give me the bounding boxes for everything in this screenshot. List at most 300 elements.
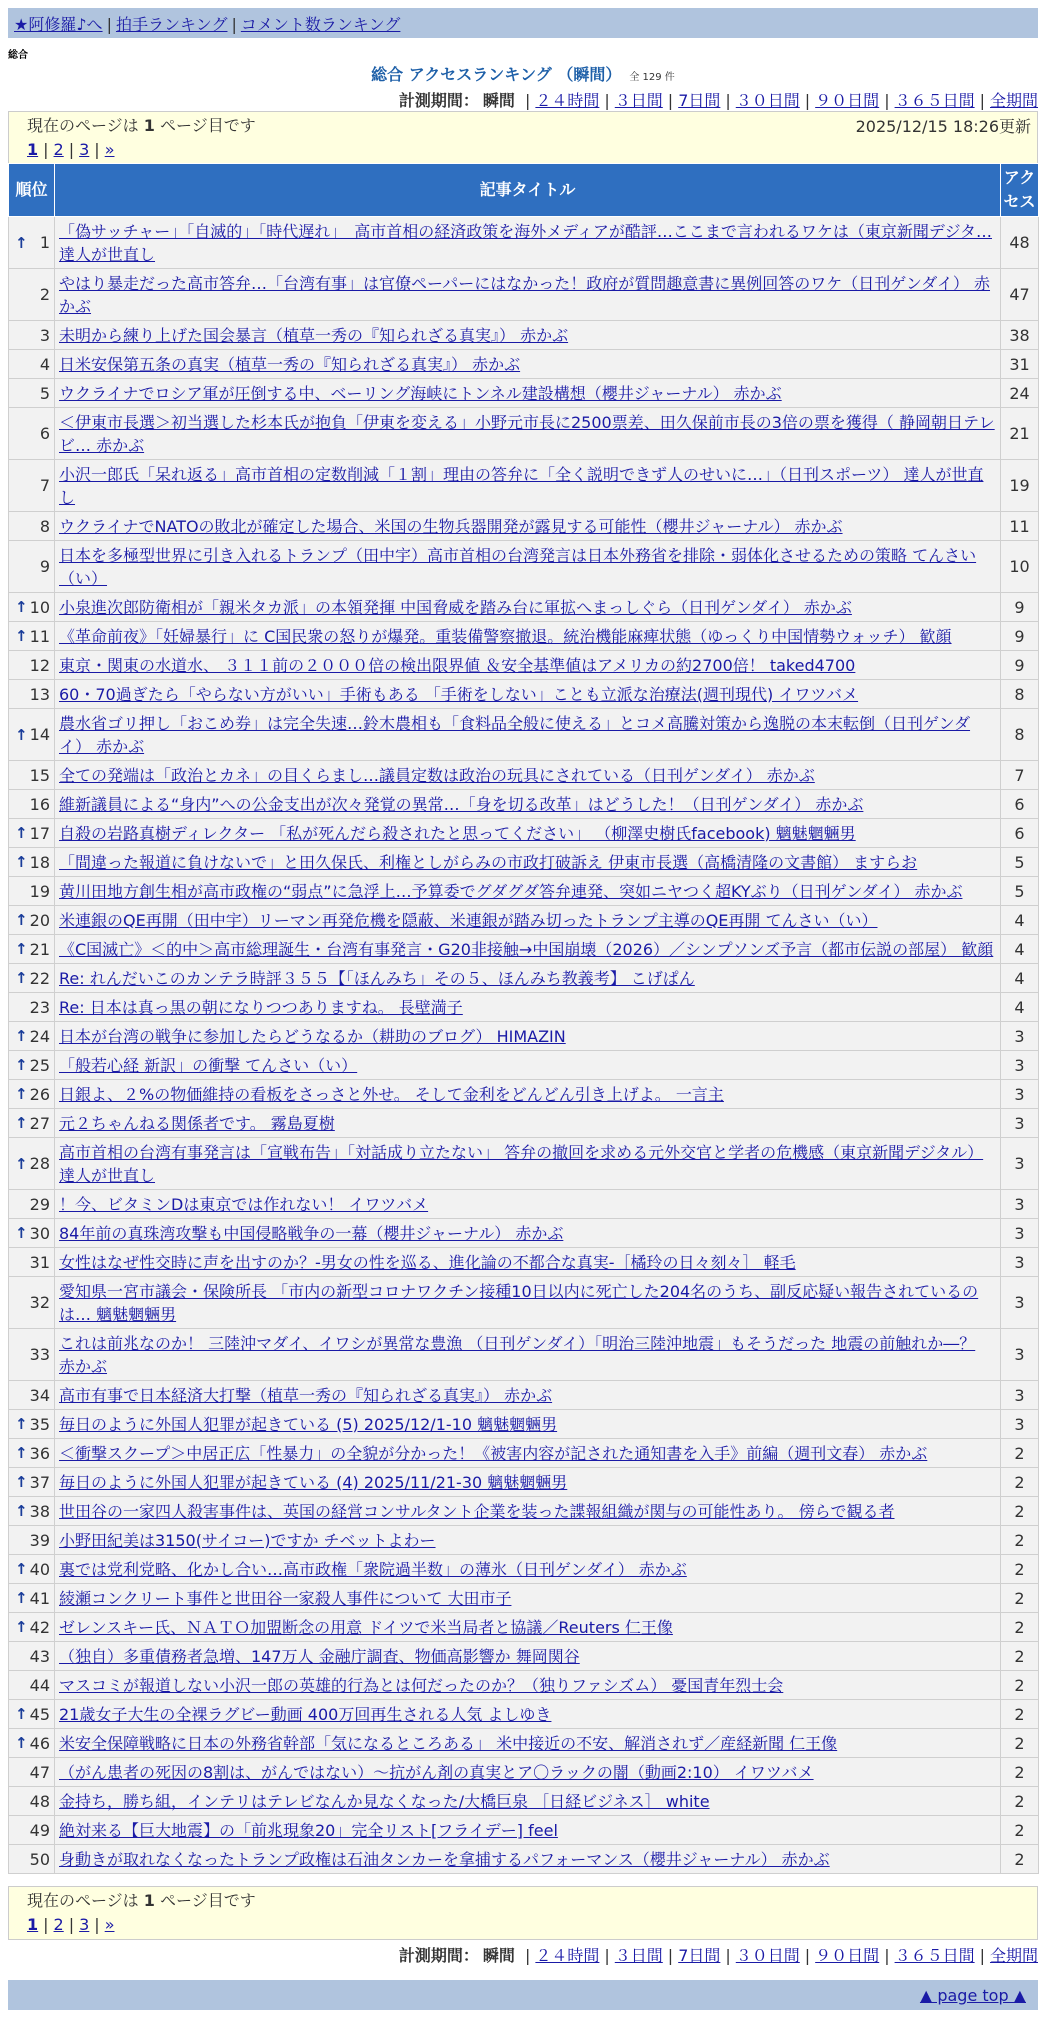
rank-number: 50 bbox=[29, 1849, 50, 1869]
title-cell bbox=[55, 593, 1001, 622]
rank-cell bbox=[9, 790, 55, 819]
title-cell bbox=[55, 379, 1001, 408]
table-row bbox=[9, 512, 1039, 541]
article-link[interactable]: やはり暴走だった高市答弁…「台湾有事」は官僚ペーパーにはなかった！政府が質問趣意書に異例回答のワケ（日刊ゲンダイ） 赤かぶ bbox=[59, 273, 991, 316]
title-cell bbox=[55, 906, 1001, 935]
rank-cell bbox=[9, 1080, 55, 1109]
rank-cell bbox=[9, 709, 55, 761]
rank-cell bbox=[9, 1190, 55, 1219]
page-info-top: 現在のページは 1 ページ目です 2025/12/15 18:26更新 1 | 2 | 3 | » bbox=[8, 111, 1038, 165]
article-link[interactable]: ウクライナでNATOの敗北が確定した場合、米国の生物兵器開発が露見する可能性（櫻井ジャーナル） 赤かぶ bbox=[59, 516, 843, 536]
rank-number: 25 bbox=[29, 1055, 50, 1075]
rank-cell bbox=[9, 1468, 55, 1497]
article-link[interactable]: ＜衝撃スクープ＞中居正広「性暴力」の全貌が分かった！《被害内容が記された通知書を入手》前編（週刊文春） 赤かぶ bbox=[59, 1443, 928, 1463]
article-link[interactable]: 農水省ゴリ押し「おこめ券」は完全失速…鈴木農相も「食料品全般に使える」とコメ高騰対策から逸脱の本末転倒（日刊ゲンダイ） 赤かぶ bbox=[59, 713, 971, 756]
table-row bbox=[9, 1248, 1039, 1277]
ranking-table bbox=[8, 163, 1039, 1874]
article-link[interactable]: 愛知県一宮市議会・保険所長 「市内の新型コロナワクチン接種10日以内に死亡した204名のうち、副反応疑い報告されているのは… 魑魅魍魎男 bbox=[59, 1281, 979, 1324]
table-row bbox=[9, 321, 1039, 350]
pager-link[interactable]: 2 bbox=[53, 1915, 64, 1934]
rank-cell bbox=[9, 1497, 55, 1526]
page-top-link[interactable]: ▲ page top ▲ bbox=[919, 1986, 1026, 2005]
article-link[interactable]: 世田谷の一家四人殺害事件は、英国の経営コンサルタント企業を装った諜報組織が関与の可能性あり。 傍らで観る者 bbox=[59, 1501, 895, 1521]
title-cell bbox=[55, 709, 1001, 761]
article-link[interactable]: 《C国滅亡》＜的中＞高市総理誕生・台湾有事発言・G20非接触→中国崩壊（2026）／シンプソンズ予言（都市伝説の部屋） 歓顔 bbox=[59, 939, 994, 959]
rank-up-arrow-icon: ↑ bbox=[15, 1415, 28, 1433]
access-count: 8 bbox=[1001, 709, 1039, 761]
article-link[interactable]: 身動きが取れなくなったトランプ政権は石油タンカーを拿捕するパフォーマンス（櫻井ジャーナル） 赤かぶ bbox=[59, 1849, 830, 1869]
article-link[interactable]: 維新議員による“身内”への公金支出が次々発覚の異常…「身を切る改革」はどうした！（日刊ゲンダイ） 赤かぶ bbox=[59, 794, 864, 814]
article-link[interactable]: 高市有事で日本経済大打撃（植草一秀の『知られざる真実』） 赤かぶ bbox=[59, 1385, 553, 1405]
rank-cell bbox=[9, 819, 55, 848]
table-row bbox=[9, 935, 1039, 964]
access-count: 4 bbox=[1001, 935, 1039, 964]
table-row bbox=[9, 1555, 1039, 1584]
access-count: 19 bbox=[1001, 460, 1039, 512]
rank-number: 23 bbox=[29, 997, 50, 1017]
rank-number: 27 bbox=[29, 1113, 50, 1133]
rank-cell bbox=[9, 1758, 55, 1787]
rank-cell bbox=[9, 1787, 55, 1816]
access-count: 48 bbox=[1001, 217, 1039, 269]
rank-cell bbox=[9, 906, 55, 935]
article-link[interactable]: 小泉進次郎防衛相が「親米タカ派」の本領発揮 中国脅威を踏み台に軍拡へまっしぐら（日刊ゲンダイ） 赤かぶ bbox=[59, 597, 852, 617]
access-count: 2 bbox=[1001, 1555, 1039, 1584]
table-row bbox=[9, 1758, 1039, 1787]
period-link[interactable]: 全期間 bbox=[989, 91, 1038, 110]
access-count: 4 bbox=[1001, 906, 1039, 935]
title-cell bbox=[55, 877, 1001, 906]
pager-link[interactable]: 3 bbox=[79, 140, 90, 159]
table-row bbox=[9, 790, 1039, 819]
article-link[interactable]: 金持ち，勝ち組，インテリはテレビなんか見なくなった/大橋巨泉 ［日経ビジネス］ white bbox=[59, 1791, 710, 1811]
article-link[interactable]: 小沢一郎氏「呆れ返る」高市首相の定数削減「１割」理由の答弁に「全く説明できず人のせいに…」（日刊スポーツ） 達人が世直し bbox=[59, 464, 984, 507]
table-row bbox=[9, 848, 1039, 877]
access-count: 2 bbox=[1001, 1584, 1039, 1613]
access-count: 47 bbox=[1001, 269, 1039, 321]
rank-cell bbox=[9, 1555, 55, 1584]
period-link[interactable]: ３０日間 bbox=[735, 1946, 800, 1965]
access-count: 3 bbox=[1001, 1410, 1039, 1439]
rank-cell bbox=[9, 1845, 55, 1874]
access-count: 24 bbox=[1001, 379, 1039, 408]
access-count: 38 bbox=[1001, 321, 1039, 350]
access-count: 8 bbox=[1001, 680, 1039, 709]
title-cell bbox=[55, 819, 1001, 848]
rank-number: 14 bbox=[29, 725, 50, 744]
rank-number: 35 bbox=[29, 1414, 50, 1434]
title-cell bbox=[55, 1329, 1001, 1381]
period-link[interactable]: ３日間 bbox=[614, 91, 663, 110]
period-link[interactable]: ３０日間 bbox=[735, 91, 800, 110]
rank-number: 26 bbox=[29, 1084, 50, 1104]
rank-cell bbox=[9, 1816, 55, 1845]
title-cell bbox=[55, 1613, 1001, 1642]
access-header: アクセス bbox=[1001, 164, 1039, 217]
rank-cell bbox=[9, 877, 55, 906]
table-row bbox=[9, 964, 1039, 993]
article-link[interactable]: ゼレンスキー氏、ＮＡＴＯ加盟断念の用意 ドイツで米当局者と協議／Reuters 仁王像 bbox=[59, 1617, 673, 1637]
article-link[interactable]: 未明から練り上げた国会暴言（植草一秀の『知られざる真実』） 赤かぶ bbox=[59, 325, 569, 345]
rank-number: 36 bbox=[29, 1443, 50, 1463]
title-cell bbox=[55, 1700, 1001, 1729]
home-link[interactable]: ★阿修羅♪へ bbox=[14, 15, 103, 34]
rank-number: 28 bbox=[29, 1154, 50, 1173]
article-link[interactable]: 全ての発端は「政治とカネ」の目くらまし…議員定数は政治の玩具にされている（日刊ゲンダイ） 赤かぶ bbox=[59, 765, 815, 785]
access-count: 21 bbox=[1001, 408, 1039, 460]
rank-cell bbox=[9, 379, 55, 408]
title-cell bbox=[55, 1584, 1001, 1613]
access-count: 10 bbox=[1001, 541, 1039, 593]
table-row bbox=[9, 217, 1039, 269]
table-row bbox=[9, 1700, 1039, 1729]
rank-up-arrow-icon: ↑ bbox=[15, 598, 28, 616]
title-cell bbox=[55, 761, 1001, 790]
rank-up-arrow-icon: ↑ bbox=[15, 824, 28, 842]
access-count: 9 bbox=[1001, 593, 1039, 622]
access-count: 2 bbox=[1001, 1613, 1039, 1642]
rank-cell bbox=[9, 321, 55, 350]
rank-number: 1 bbox=[39, 233, 50, 252]
period-selector-top: 計測期間： 瞬間 | ２４時間 | ３日間 | 7日間 | ３０日間 | ９０日間 | ３６５日間 | 全期間 bbox=[398, 91, 1038, 110]
title-cell bbox=[55, 541, 1001, 593]
article-link[interactable]: 女性はなぜ性交時に声を出すのか？-男女の性を巡る、進化論の不都合な真実-［橘玲の日々刻々］ 軽毛 bbox=[59, 1252, 796, 1272]
table-row bbox=[9, 1138, 1039, 1190]
article-link[interactable]: 「般若心経 新訳」の衝撃 てんさい（い） bbox=[59, 1055, 358, 1075]
item-count: 全 129 件 bbox=[629, 72, 675, 83]
article-link[interactable]: Re: れんだいこのカンテラ時評３５５【「ほんみち」その５、ほんみち教義考】 こげぱん bbox=[59, 968, 695, 988]
title-cell bbox=[55, 1138, 1001, 1190]
rank-cell bbox=[9, 1109, 55, 1138]
rank-cell bbox=[9, 680, 55, 709]
rank-up-arrow-icon: ↑ bbox=[15, 1114, 28, 1132]
rank-cell bbox=[9, 1439, 55, 1468]
pager-link[interactable]: » bbox=[104, 140, 115, 159]
rank-number: 16 bbox=[29, 794, 50, 814]
rank-number: 22 bbox=[29, 968, 50, 988]
rank-number: 47 bbox=[29, 1762, 50, 1782]
rank-number: 34 bbox=[29, 1385, 50, 1405]
title-cell bbox=[55, 1671, 1001, 1700]
rank-up-arrow-icon: ↑ bbox=[15, 1056, 28, 1074]
access-count: 5 bbox=[1001, 848, 1039, 877]
rank-number: 46 bbox=[29, 1733, 50, 1753]
access-count: 3 bbox=[1001, 1381, 1039, 1410]
article-link[interactable]: （がん患者の死因の8割は、がんではない）～抗がん剤の真実とア〇ラックの闇（動画2:10） イワツバメ bbox=[59, 1762, 814, 1782]
access-count: 3 bbox=[1001, 1051, 1039, 1080]
article-link[interactable]: 米連銀のQE再開（田中宇）リーマン再発危機を隠蔽、米連銀が踏み切ったトランプ主導のQE再開 てんさい（い） bbox=[59, 910, 878, 930]
rank-cell bbox=[9, 1700, 55, 1729]
rank-cell bbox=[9, 350, 55, 379]
rank-number: 5 bbox=[39, 383, 50, 403]
access-count: 4 bbox=[1001, 993, 1039, 1022]
article-link[interactable]: 「偽サッチャー」「自滅的」「時代遅れ」 高市首相の経済政策を海外メディアが酷評…ここまで言われるワケは（東京新聞デジタ… 達人が世直し bbox=[59, 221, 992, 264]
table-row bbox=[9, 680, 1039, 709]
access-count: 3 bbox=[1001, 1277, 1039, 1329]
rank-number: 4 bbox=[39, 354, 50, 374]
table-row bbox=[9, 593, 1039, 622]
rank-up-arrow-icon: ↑ bbox=[15, 969, 28, 987]
title-cell bbox=[55, 350, 1001, 379]
title-cell bbox=[55, 1787, 1001, 1816]
title-cell bbox=[55, 1816, 1001, 1845]
pager-link[interactable]: » bbox=[104, 1915, 115, 1934]
rank-up-arrow-icon: ↑ bbox=[15, 1154, 28, 1173]
access-count: 2 bbox=[1001, 1758, 1039, 1787]
rank-up-arrow-icon: ↑ bbox=[15, 725, 28, 744]
rank-number: 2 bbox=[39, 285, 50, 304]
title-cell bbox=[55, 1555, 1001, 1584]
rank-number: 42 bbox=[29, 1617, 50, 1637]
title-cell bbox=[55, 1219, 1001, 1248]
top-navigation: ★阿修羅♪へ | 拍手ランキング | コメント数ランキング bbox=[8, 8, 1038, 38]
rank-cell bbox=[9, 1526, 55, 1555]
period-link[interactable]: ３６５日間 bbox=[894, 1946, 975, 1965]
article-link[interactable]: マスコミが報道しない小沢一郎の英雄的行為とは何だったのか？（独りファシズム） 憂国青年烈士会 bbox=[59, 1675, 784, 1695]
title-cell bbox=[55, 1022, 1001, 1051]
rank-number: 29 bbox=[29, 1194, 50, 1214]
rank-up-arrow-icon: ↑ bbox=[15, 1502, 28, 1520]
access-count: 2 bbox=[1001, 1439, 1039, 1468]
period-link[interactable]: ３日間 bbox=[614, 1946, 663, 1965]
article-link[interactable]: 日本を多極型世界に引き入れるトランプ（田中宇）高市首相の台湾発言は日本外務省を排除・弱体化させるための策略 てんさい（い） bbox=[59, 545, 977, 588]
table-row bbox=[9, 1613, 1039, 1642]
table-row bbox=[9, 350, 1039, 379]
rank-cell bbox=[9, 460, 55, 512]
article-link[interactable]: 21歳女子大生の全裸ラグビー動画 400万回再生される人気 よしゆき bbox=[59, 1704, 552, 1724]
access-count: 3 bbox=[1001, 1248, 1039, 1277]
title-cell bbox=[55, 460, 1001, 512]
title-cell bbox=[55, 651, 1001, 680]
article-link[interactable]: ！今、ビタミンDは東京では作れない！ イワツバメ bbox=[59, 1194, 429, 1214]
title-cell bbox=[55, 1758, 1001, 1787]
access-count: 11 bbox=[1001, 512, 1039, 541]
title-cell bbox=[55, 622, 1001, 651]
period-link[interactable]: ９０日間 bbox=[815, 1946, 880, 1965]
article-link[interactable]: 日本が台湾の戦争に参加したらどうなるか（耕助のブログ） HIMAZIN bbox=[59, 1026, 566, 1046]
rank-number: 38 bbox=[29, 1501, 50, 1521]
article-link[interactable]: 日銀よ、２%の物価維持の看板をさっさと外せ。 そして金利をどんどん引き上げよ。 一言主 bbox=[59, 1084, 724, 1104]
access-count: 3 bbox=[1001, 1109, 1039, 1138]
title-cell bbox=[55, 1526, 1001, 1555]
period-link[interactable]: 全期間 bbox=[989, 1946, 1038, 1965]
comment-ranking-link[interactable]: コメント数ランキング bbox=[240, 15, 401, 34]
access-count: 3 bbox=[1001, 1329, 1039, 1381]
title-cell bbox=[55, 848, 1001, 877]
applause-ranking-link[interactable]: 拍手ランキング bbox=[115, 15, 228, 34]
rank-up-arrow-icon: ↑ bbox=[15, 233, 28, 252]
rank-cell bbox=[9, 761, 55, 790]
pager-bottom: 1 | 2 | 3 | » bbox=[27, 1915, 115, 1934]
rank-number: 33 bbox=[29, 1345, 50, 1364]
table-row bbox=[9, 1642, 1039, 1671]
rank-cell bbox=[9, 512, 55, 541]
title-cell bbox=[55, 217, 1001, 269]
rank-number: 44 bbox=[29, 1675, 50, 1695]
pager-current[interactable]: 1 bbox=[27, 140, 39, 159]
rank-up-arrow-icon: ↑ bbox=[15, 1705, 28, 1723]
title-header: 記事タイトル bbox=[55, 164, 1001, 217]
article-link[interactable]: （独自）多重債務者急増、147万人 金融庁調査、物価高影響か 舞岡関谷 bbox=[59, 1646, 580, 1666]
rank-number: 13 bbox=[29, 684, 50, 704]
period-link[interactable]: 7日間 bbox=[678, 1946, 721, 1965]
access-count: 2 bbox=[1001, 1845, 1039, 1874]
rank-cell bbox=[9, 1022, 55, 1051]
rank-cell bbox=[9, 622, 55, 651]
rank-number: 17 bbox=[29, 823, 50, 843]
article-link[interactable]: 「間違った報道に負けないで」と田久保氏、利権としがらみの市政打破訴え 伊東市長選（高橋清隆の文書館） ますらお bbox=[59, 852, 918, 872]
table-row bbox=[9, 1497, 1039, 1526]
rank-number: 30 bbox=[29, 1223, 50, 1243]
table-row bbox=[9, 379, 1039, 408]
table-row bbox=[9, 1277, 1039, 1329]
title-cell bbox=[55, 1729, 1001, 1758]
table-row bbox=[9, 1439, 1039, 1468]
table-row bbox=[9, 1845, 1039, 1874]
rank-up-arrow-icon: ↑ bbox=[15, 1027, 28, 1045]
title-cell bbox=[55, 1277, 1001, 1329]
article-link[interactable]: 自殺の岩路真樹ディレクター 「私が死んだら殺されたと思ってください」 （柳澤史樹氏facebook) 魑魅魍魎男 bbox=[59, 823, 856, 843]
ranking-rows bbox=[9, 217, 1039, 1874]
article-link[interactable]: Re: 日本は真っ黒の朝になりつつありますね。 長壁満子 bbox=[59, 997, 463, 1017]
article-link[interactable]: 東京・関東の水道水、 ３１１前の２０００倍の検出限界値 ＆安全基準値はアメリカの約2700倍！ taked4700 bbox=[59, 655, 856, 675]
rank-cell bbox=[9, 1248, 55, 1277]
rank-number: 7 bbox=[39, 476, 50, 495]
table-row bbox=[9, 651, 1039, 680]
rank-cell bbox=[9, 408, 55, 460]
rank-number: 21 bbox=[29, 939, 50, 959]
rank-cell bbox=[9, 593, 55, 622]
rank-up-arrow-icon: ↑ bbox=[15, 1618, 28, 1636]
title-cell bbox=[55, 1248, 1001, 1277]
rank-number: 32 bbox=[29, 1293, 50, 1312]
rank-up-arrow-icon: ↑ bbox=[15, 1444, 28, 1462]
rank-number: 39 bbox=[29, 1530, 50, 1550]
table-row bbox=[9, 1190, 1039, 1219]
access-count: 2 bbox=[1001, 1526, 1039, 1555]
rank-number: 45 bbox=[29, 1704, 50, 1724]
title-cell bbox=[55, 512, 1001, 541]
access-count: 2 bbox=[1001, 1642, 1039, 1671]
access-count: 3 bbox=[1001, 1138, 1039, 1190]
page-info-bottom: 現在のページは 1 ページ目です 1 | 2 | 3 | » bbox=[8, 1886, 1038, 1940]
table-row bbox=[9, 906, 1039, 935]
article-link[interactable]: 毎日のように外国人犯罪が起きている (4) 2025/11/21-30 魑魅魍魎男 bbox=[59, 1472, 568, 1492]
pager-current[interactable]: 1 bbox=[27, 1915, 39, 1934]
title-cell bbox=[55, 1051, 1001, 1080]
title-cell bbox=[55, 680, 1001, 709]
rank-up-arrow-icon: ↑ bbox=[15, 1560, 28, 1578]
article-link[interactable]: ウクライナでロシア軍が圧倒する中、ベーリング海峡にトンネル建設構想（櫻井ジャーナル） 赤かぶ bbox=[59, 383, 782, 403]
article-link[interactable]: 毎日のように外国人犯罪が起きている (5) 2025/12/1-10 魑魅魍魎男 bbox=[59, 1414, 558, 1434]
article-link[interactable]: 小野田紀美は3150(サイコー)ですか チベットよわー bbox=[59, 1530, 436, 1550]
access-count: 3 bbox=[1001, 1080, 1039, 1109]
table-row bbox=[9, 1787, 1039, 1816]
article-link[interactable]: 84年前の真珠湾攻撃も中国侵略戦争の一幕（櫻井ジャーナル） 赤かぶ bbox=[59, 1223, 564, 1243]
rank-up-arrow-icon: ↑ bbox=[15, 1734, 28, 1752]
period-link[interactable]: ３６５日間 bbox=[894, 91, 975, 110]
period-link[interactable]: 7日間 bbox=[678, 91, 721, 110]
pager-link[interactable]: 3 bbox=[79, 1915, 90, 1934]
table-row bbox=[9, 819, 1039, 848]
access-count: 2 bbox=[1001, 1787, 1039, 1816]
rank-cell bbox=[9, 848, 55, 877]
title-cell bbox=[55, 964, 1001, 993]
rank-cell bbox=[9, 964, 55, 993]
period-link[interactable]: ９０日間 bbox=[815, 91, 880, 110]
table-row bbox=[9, 709, 1039, 761]
article-link[interactable]: 米安全保障戦略に日本の外務省幹部「気になるところある」 米中接近の不安、解消されず／産経新聞 仁王像 bbox=[59, 1733, 838, 1753]
title-cell bbox=[55, 408, 1001, 460]
rank-cell bbox=[9, 1381, 55, 1410]
access-count: 6 bbox=[1001, 819, 1039, 848]
table-row bbox=[9, 622, 1039, 651]
access-count: 3 bbox=[1001, 1219, 1039, 1248]
article-link[interactable]: 綾瀬コンクリート事件と世田谷一家殺人事件について 大田市子 bbox=[59, 1588, 512, 1608]
article-link[interactable]: 60・70過ぎたら「やらない方がいい」手術もある 「手術をしない」ことも立派な治療法(週刊現代) イワツバメ bbox=[59, 684, 859, 704]
rank-number: 15 bbox=[29, 765, 50, 785]
article-link[interactable]: ＜伊東市長選＞初当選した杉本氏が抱負「伊東を変える」小野元市長に2500票差、田久保前市長の3倍の票を獲得（ 静岡朝日テレビ… 赤かぶ bbox=[59, 412, 995, 455]
rank-number: 48 bbox=[29, 1791, 50, 1811]
table-row bbox=[9, 993, 1039, 1022]
article-link[interactable]: 裏では党利党略、化かし合い…高市政権「衆院過半数」の薄氷（日刊ゲンダイ） 赤かぶ bbox=[59, 1559, 687, 1579]
rank-number: 3 bbox=[39, 325, 50, 345]
title-cell bbox=[55, 1410, 1001, 1439]
article-link[interactable]: これは前兆なのか！ 三陸沖マダイ、イワシが異常な豊漁 （日刊ゲンダイ）「明治三陸沖地震」もそうだった 地震の前触れか―？ 赤かぶ bbox=[59, 1333, 976, 1376]
title-cell bbox=[55, 1642, 1001, 1671]
title-cell bbox=[55, 790, 1001, 819]
period-selector-bottom: 計測期間： 瞬間 | ２４時間 | ３日間 | 7日間 | ３０日間 | ９０日間 | ３６５日間 | 全期間 bbox=[398, 1946, 1038, 1965]
rank-cell bbox=[9, 1613, 55, 1642]
access-count: 7 bbox=[1001, 761, 1039, 790]
rank-number: 10 bbox=[29, 597, 50, 617]
period-link[interactable]: ２４時間 bbox=[535, 1946, 600, 1965]
article-link[interactable]: 黄川田地方創生相が高市政権の“弱点”に急浮上…予算委でグダグダ答弁連発、突如ニヤつく超KYぶり（日刊ゲンダイ） 赤かぶ bbox=[59, 881, 963, 901]
rank-number: 20 bbox=[29, 910, 50, 930]
rank-up-arrow-icon: ↑ bbox=[15, 940, 28, 958]
rank-cell bbox=[9, 1584, 55, 1613]
title-cell bbox=[55, 1109, 1001, 1138]
category-label: 総合 bbox=[8, 50, 28, 61]
table-row bbox=[9, 460, 1039, 512]
article-link[interactable]: 日米安保第五条の真実（植草一秀の『知られざる真実』） 赤かぶ bbox=[59, 354, 521, 374]
rank-number: 31 bbox=[29, 1252, 50, 1272]
article-link[interactable]: 《革命前夜》「妊婦暴行」に C国民衆の怒りが爆発。重装備警察撤退。統治機能麻痺状態（ゆっくり中国情勢ウォッチ） 歓顔 bbox=[59, 626, 952, 646]
access-count: 3 bbox=[1001, 1022, 1039, 1051]
table-row bbox=[9, 877, 1039, 906]
period-link[interactable]: ２４時間 bbox=[535, 91, 600, 110]
table-row bbox=[9, 1468, 1039, 1497]
rank-number: 37 bbox=[29, 1472, 50, 1492]
rank-cell bbox=[9, 541, 55, 593]
article-link[interactable]: 高市首相の台湾有事発言は「宣戦布告」「対話成り立たない」 答弁の撤回を求める元外交官と学者の危機感（東京新聞デジタル） 達人が世直し bbox=[59, 1142, 984, 1185]
rank-cell bbox=[9, 1219, 55, 1248]
rank-number: 19 bbox=[29, 881, 50, 901]
article-link[interactable]: 絶対来る【巨大地震】の「前兆現象20」完全リスト[フライデー] feel bbox=[59, 1820, 558, 1840]
table-row bbox=[9, 269, 1039, 321]
rank-cell bbox=[9, 1051, 55, 1080]
article-link[interactable]: 元２ちゃんねる関係者です。 霧島夏樹 bbox=[59, 1113, 335, 1133]
rank-up-arrow-icon: ↑ bbox=[15, 1085, 28, 1103]
title-cell bbox=[55, 1381, 1001, 1410]
access-count: 2 bbox=[1001, 1700, 1039, 1729]
rank-up-arrow-icon: ↑ bbox=[15, 911, 28, 929]
pager-link[interactable]: 2 bbox=[53, 140, 64, 159]
rank-cell bbox=[9, 651, 55, 680]
rank-number: 18 bbox=[29, 852, 50, 872]
rank-cell bbox=[9, 1138, 55, 1190]
rank-cell bbox=[9, 1410, 55, 1439]
